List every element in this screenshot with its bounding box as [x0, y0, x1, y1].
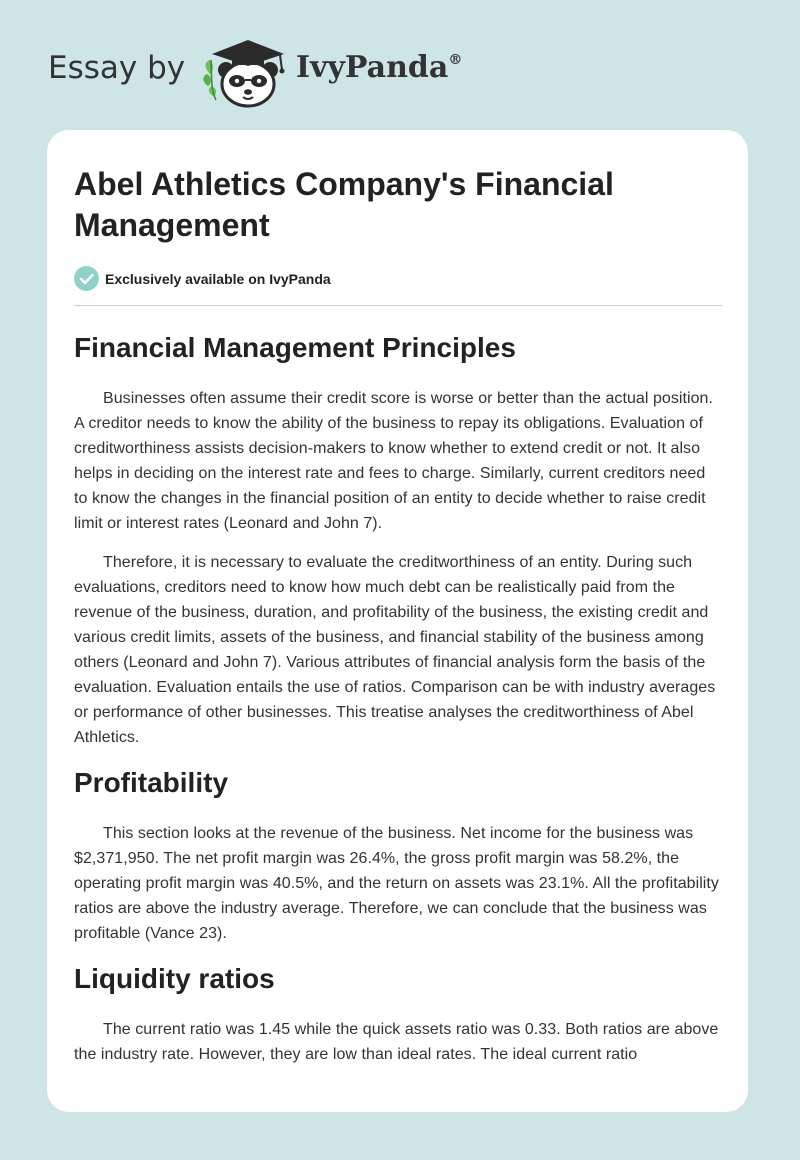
page-title: Abel Athletics Company's Financial Management — [74, 166, 614, 243]
paragraph: Therefore, it is necessary to evaluate the creditworthiness of an entity. During such evaluations, creditors need to know how much debt can be realistically paid from the revenue of the business, duration, and profitability of the business, the existing credit and various credit limits, assets of the business, and financial stability of the business among others (Leonard and John 7). Various attributes of financial analysis form the basis of the evaluation. Evaluation entails the use of ratios. Comparison can be with industry averages or performance of other businesses. This treatise analyses the creditworthiness of Abel Athletics. — [74, 554, 716, 746]
section-heading: Liquidity ratios — [74, 963, 275, 994]
exclusive-badge — [74, 266, 722, 291]
essay-card — [47, 130, 748, 1112]
paragraph: This section looks at the revenue of the business. Net income for the business was $2,371,950. The net profit margin was 26.4%, the gross profit margin was 58.2%, the operating profit margin was 40.5%, and the return on assets was 23.1%. All the profitability ratios are above the industry average. Therefore, we can conclude that the business was profitable (Vance 23). — [74, 825, 719, 942]
section-heading: Profitability — [74, 767, 229, 798]
brand-name[interactable]: IvyPanda® — [296, 50, 463, 85]
exclusive-badge-label: Exclusively available on IvyPanda — [105, 270, 331, 287]
site-header — [0, 0, 800, 130]
paragraph: Businesses often assume their credit score is worse or better than the actual position. A creditor needs to know the ability of the business to repay its obligations. Evaluation of creditworthiness assists decision-makers to know whether to extend credit or not. It also helps in deciding on the interest rate and fees to charge. Similarly, current creditors need to know the changes in the financial position of an entity to decide whether to raise credit limit or interest rates (Leonard and John 7). — [74, 390, 713, 532]
ivypanda-logo-icon[interactable] — [200, 34, 296, 110]
paragraph: The current ratio was 1.45 while the quick assets ratio was 0.33. Both ratios are above the industry rate. However, they are low than ideal rates. The ideal current ratio — [74, 1021, 719, 1063]
section-heading: Financial Management Principles — [74, 332, 516, 363]
check-circle-icon — [74, 266, 99, 291]
divider — [74, 305, 722, 306]
brand-prefix: Essay by — [48, 50, 186, 86]
